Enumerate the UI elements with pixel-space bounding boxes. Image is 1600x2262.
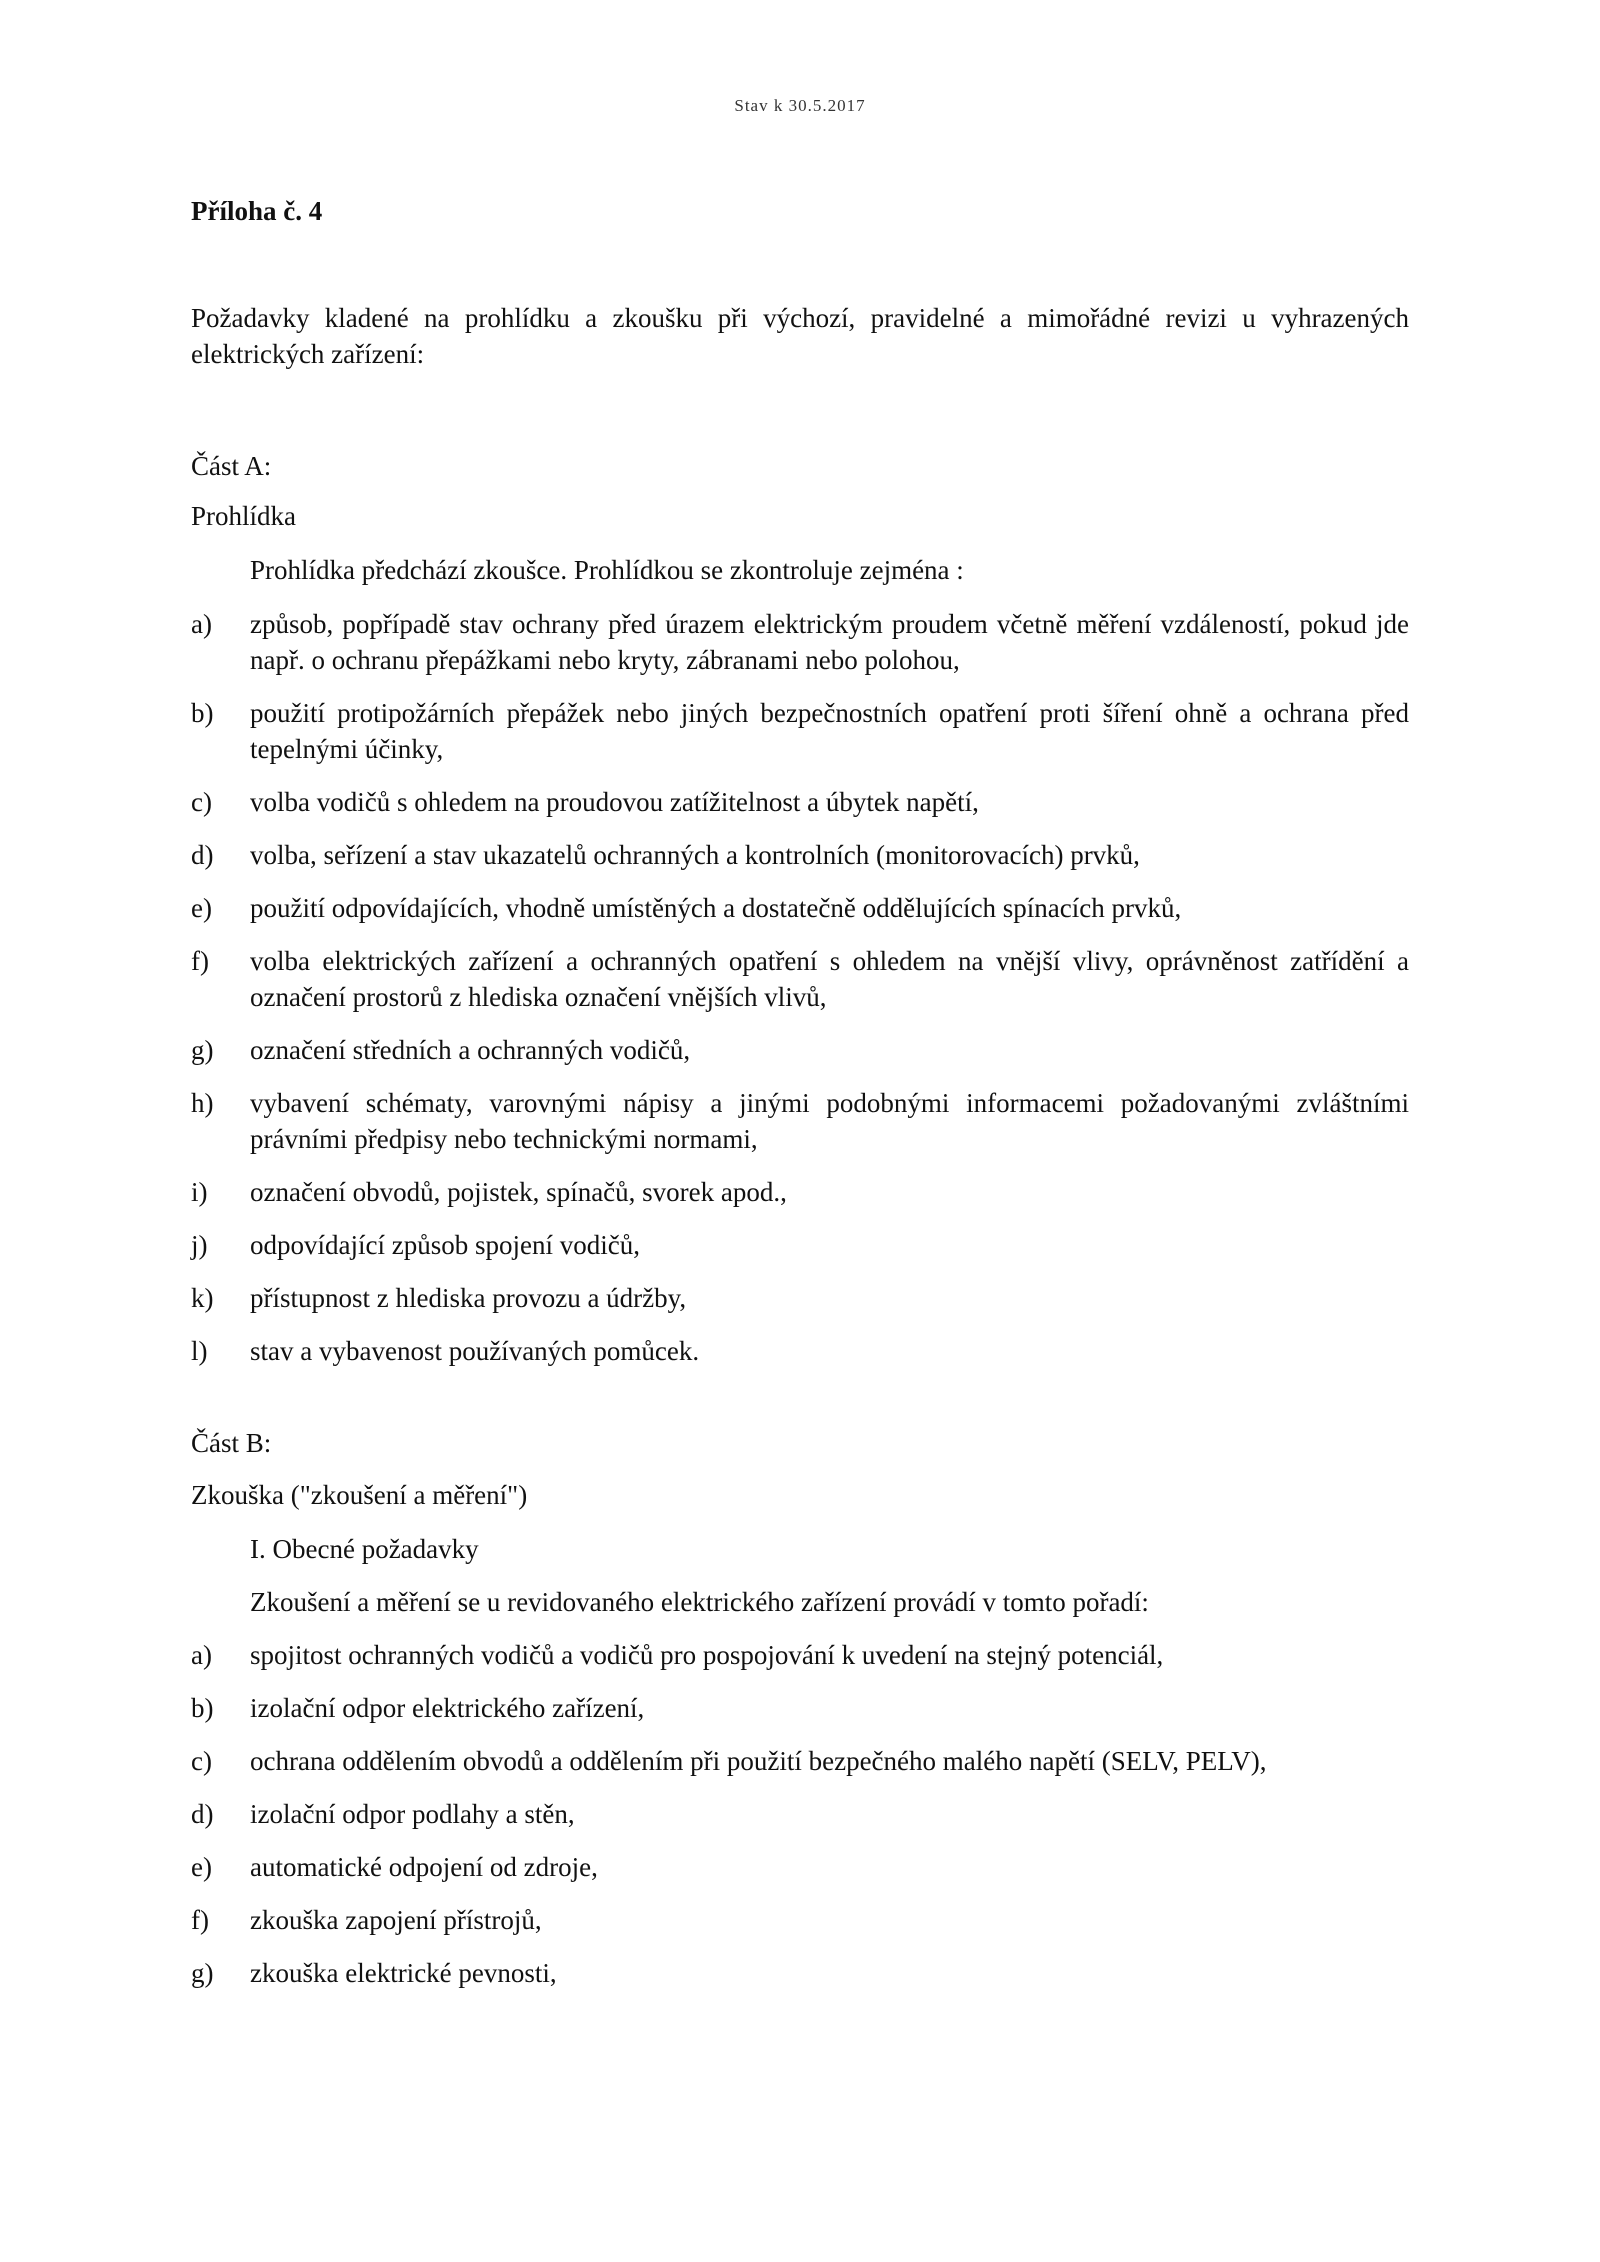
item-letter: c) — [191, 1746, 212, 1776]
item-letter: g) — [191, 1958, 214, 1988]
list-item — [191, 1280, 1409, 1316]
item-text: automatické odpojení od zdroje, — [250, 1852, 598, 1882]
list-item — [191, 943, 1409, 1015]
part-a-list — [191, 606, 1409, 1386]
item-letter: f) — [191, 946, 209, 976]
item-letter: d) — [191, 840, 214, 870]
list-item — [191, 1032, 1409, 1068]
item-text: zkouška elektrické pevnosti, — [250, 1958, 557, 1988]
item-text: označení středních a ochranných vodičů, — [250, 1035, 691, 1065]
list-item — [191, 1902, 1409, 1938]
list-item — [191, 837, 1409, 873]
list-item — [191, 606, 1409, 678]
list-item — [191, 1227, 1409, 1263]
part-a-heading: Část A: — [191, 451, 272, 481]
item-text: izolační odpor podlahy a stěn, — [250, 1799, 575, 1829]
part-a-lead: Prohlídka předchází zkoušce. Prohlídkou se zkontroluje zejména : — [250, 555, 964, 585]
item-letter: i) — [191, 1177, 208, 1207]
item-text: použití odpovídajících, vhodně umístěných a dostatečně oddělujících spínacích prvků, — [250, 893, 1182, 923]
item-text: označení obvodů, pojistek, spínačů, svorek apod., — [250, 1177, 787, 1207]
item-text: spojitost ochranných vodičů a vodičů pro pospojování k uvedení na stejný potenciál, — [250, 1640, 1164, 1670]
item-text: použití protipožárních přepážek nebo jiných bezpečnostních opatření proti šíření ohně a ochrana před tepelnými účinky, — [250, 698, 1409, 764]
list-item — [191, 1637, 1409, 1673]
list-item — [191, 1743, 1409, 1779]
list-item — [191, 1174, 1409, 1210]
part-b-subheading: Zkouška ("zkoušení a měření") — [191, 1480, 528, 1510]
item-letter: e) — [191, 893, 212, 923]
item-letter: b) — [191, 698, 214, 728]
part-b-heading: Část B: — [191, 1428, 272, 1458]
item-letter: f) — [191, 1905, 209, 1935]
item-letter: e) — [191, 1852, 212, 1882]
item-letter: b) — [191, 1693, 214, 1723]
list-item — [191, 695, 1409, 767]
item-text: zkouška zapojení přístrojů, — [250, 1905, 542, 1935]
list-item — [191, 784, 1409, 820]
part-b-section-title: I. Obecné požadavky — [250, 1534, 479, 1564]
item-text: vybavení schématy, varovnými nápisy a jinými podobnými informacemi požadovanými zvláštními právními předpisy nebo technickými normami, — [250, 1088, 1409, 1154]
item-letter: j) — [191, 1230, 208, 1260]
item-text: odpovídající způsob spojení vodičů, — [250, 1230, 640, 1260]
header-date: Stav k 30.5.2017 — [734, 96, 866, 115]
item-text: stav a vybavenost používaných pomůcek. — [250, 1336, 700, 1366]
item-letter: g) — [191, 1035, 214, 1065]
list-item — [191, 1690, 1409, 1726]
item-letter: c) — [191, 787, 212, 817]
intro-paragraph: Požadavky kladené na prohlídku a zkoušku při výchozí, pravidelné a mimořádné revizi u vyhrazených elektrických zařízení: — [191, 303, 1409, 369]
annex-title: Příloha č. 4 — [191, 196, 323, 226]
item-letter: l) — [191, 1336, 208, 1366]
item-letter: a) — [191, 609, 212, 639]
item-text: ochrana oddělením obvodů a oddělením při použití bezpečného malého napětí (SELV, PELV), — [250, 1746, 1267, 1776]
item-text: volba vodičů s ohledem na proudovou zatížitelnost a úbytek napětí, — [250, 787, 979, 817]
list-item — [191, 1849, 1409, 1885]
item-letter: a) — [191, 1640, 212, 1670]
item-letter: h) — [191, 1088, 214, 1118]
part-a-subheading: Prohlídka — [191, 501, 296, 531]
item-text: způsob, popřípadě stav ochrany před úrazem elektrickým proudem včetně měření vzdáleností, pokud jde např. o ochranu přepážkami nebo kryty, zábranami nebo polohou, — [250, 609, 1409, 675]
item-text: volba elektrických zařízení a ochranných opatření s ohledem na vnější vlivy, oprávněnost zatřídění a označení prostorů z hlediska označení vnějších vlivů, — [250, 946, 1409, 1012]
item-letter: d) — [191, 1799, 214, 1829]
item-text: volba, seřízení a stav ukazatelů ochranných a kontrolních (monitorovacích) prvků, — [250, 840, 1140, 870]
item-text: přístupnost z hlediska provozu a údržby, — [250, 1283, 687, 1313]
list-item — [191, 890, 1409, 926]
list-item — [191, 1333, 1409, 1369]
part-b-list — [191, 1637, 1409, 2008]
item-text: izolační odpor elektrického zařízení, — [250, 1693, 645, 1723]
item-letter: k) — [191, 1283, 214, 1313]
list-item — [191, 1085, 1409, 1157]
part-b-lead: Zkoušení a měření se u revidovaného elektrického zařízení provádí v tomto pořadí: — [250, 1587, 1149, 1617]
list-item — [191, 1955, 1409, 1991]
list-item — [191, 1796, 1409, 1832]
